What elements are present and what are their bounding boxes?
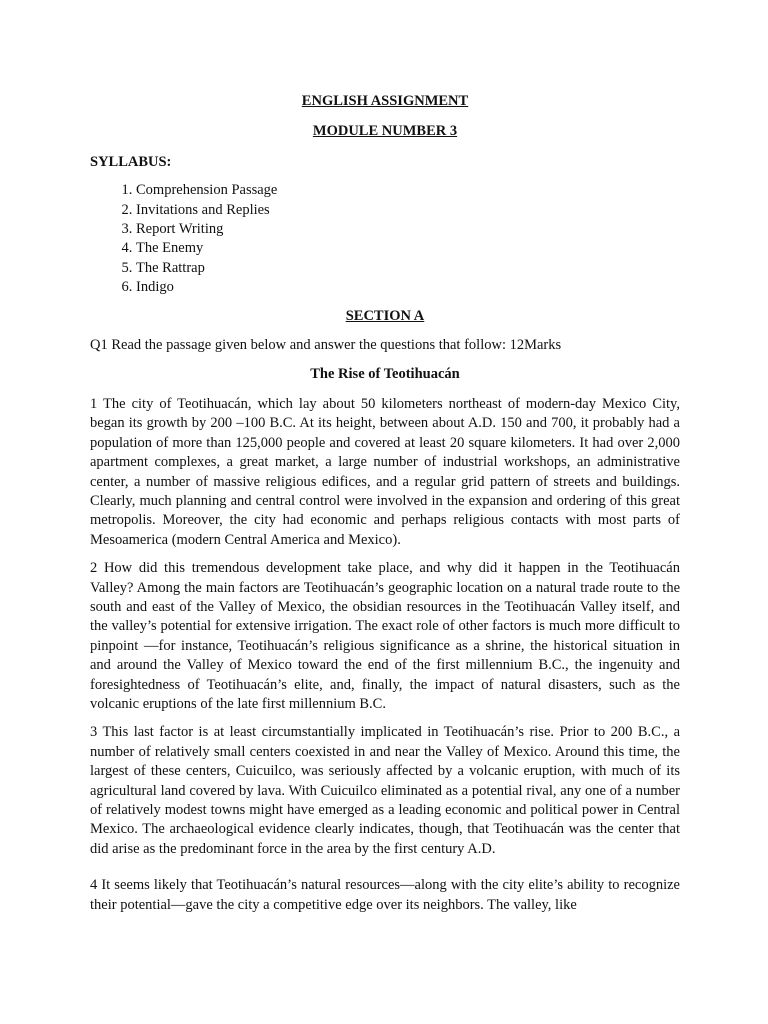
syllabus-item: 3. Report Writing xyxy=(136,220,680,239)
syllabus-item: 5. The Rattrap xyxy=(136,259,680,278)
syllabus-item: 4. The Enemy xyxy=(136,239,680,258)
passage-paragraph-3: 3 This last factor is at least circumstantially implicated in Teotihuacán’s rise. Prior to 200 B.C., a number of relatively small centers coexisted in and near the Valley of Mexico. Around this time, the largest of these centers, Cuicuilco, was seriously affected by a volcanic eruption, with much of its agricultural land covered by lava. With Cuicuilco eliminated as a potential rival, any one of a number of relatively modest towns might have emerged as a leading economic and political power in Central Mexico. The archaeological evidence clearly indicates, though, that Teotihuacán was the center that did arise as the predominant force in the area by the first century A.D. xyxy=(90,724,680,857)
passage-paragraph-1: 1 The city of Teotihuacán, which lay about 50 kilometers northeast of modern-day Mexico City, began its growth by 200 –100 B.C. At its height, between about A.D. 150 and 700, it probably had a population of more than 125,000 people and covered at least 20 square kilometers. It had over 2,000 apartment complexes, a great market, a large number of industrial workshops, an administrative center, a number of massive religious edifices, and a regular grid pattern of streets and buildings. Clearly, much planning and central control were involved in the expansion and ordering of this great metropolis. Moreover, the city had economic and perhaps religious contacts with most parts of Mesoamerica (modern Central America and Mexico). xyxy=(90,395,680,548)
passage-paragraph-2: 2 How did this tremendous development take place, and why did it happen in the Teotihuacán Valley? Among the main factors are Teotihuacán’s geographic location on a natural trade route to the south and east of the Valley of Mexico, the obsidian resources in the Teotihuacán Valley itself, and the valley’s potential for extensive irrigation. The exact role of other factors is much more difficult to pinpoint —for instance, Teotihuacán’s religious significance as a shrine, the historical situation in and around the Valley of Mexico toward the end of the first millennium B.C., the ingenuity and foresightedness of Teotihuacán’s elite, and, finally, the impact of natural disasters, such as the volcanic eruptions of the late first millennium B.C. xyxy=(90,560,680,712)
syllabus-item: 6. Indigo xyxy=(136,278,680,297)
syllabus-list xyxy=(90,181,680,297)
module-title: MODULE NUMBER 3 xyxy=(312,123,458,140)
syllabus-item: 2. Invitations and Replies xyxy=(136,201,680,220)
syllabus-heading: SYLLABUS: xyxy=(90,153,172,170)
syllabus-item: 1. Comprehension Passage xyxy=(136,181,680,200)
passage-paragraph-4: 4 It seems likely that Teotihuacán’s natural resources—along with the city elite’s ability to recognize their potential—gave the city a competitive edge over its neighbors. The valley, like xyxy=(90,877,680,913)
passage-title: The Rise of Teotihuacán xyxy=(310,366,460,383)
section-heading: SECTION A xyxy=(345,307,425,324)
question-prompt: Q1 Read the passage given below and answer the questions that follow: 12Marks xyxy=(90,337,562,354)
assignment-title: ENGLISH ASSIGNMENT xyxy=(301,93,469,109)
